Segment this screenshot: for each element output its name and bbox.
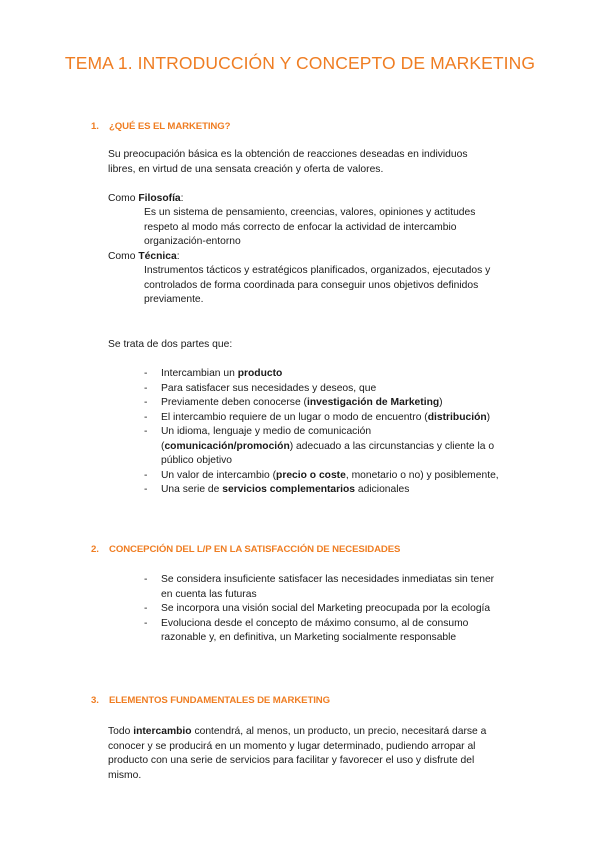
bold-term: intercambio [133, 726, 192, 737]
text-run: Una serie de [161, 484, 223, 495]
text-run: Un idioma, lenguaje y medio de comunicación [161, 426, 372, 437]
paragraph-line [108, 740, 486, 755]
text-run: ( [161, 440, 165, 452]
dash-marker: - [144, 411, 148, 423]
section-3-number: 3. [91, 695, 99, 706]
list-item [144, 573, 494, 602]
filosofia-label [108, 192, 184, 207]
dash-marker: - [144, 382, 148, 394]
section-1-title: ¿QUÉ ES EL MARKETING? [109, 121, 231, 132]
section-2-heading [91, 544, 511, 558]
bold-term: distribución [427, 411, 487, 423]
text-run: El intercambio requiere de un lugar o modo de encuentro ( [161, 411, 428, 423]
text-run: producto con una serie de servicios para facilitar y favorecer el uso y disfrute del [108, 755, 475, 766]
list-item-line [161, 425, 499, 440]
necesidades-list [144, 573, 494, 646]
list-item [144, 469, 499, 484]
list-item [144, 602, 494, 617]
filosofia-prefix: Como [108, 193, 139, 204]
text-run: , monetario o no) y posiblemente, [345, 469, 499, 481]
text-run: ) [439, 397, 443, 408]
list-item-line [161, 367, 499, 382]
section-1-intro [108, 148, 468, 177]
list-item-line: razonable y, en definitiva, un Marketing socialmente responsable [161, 632, 457, 643]
section-3-heading [91, 695, 511, 709]
tecnica-line: previamente. [144, 294, 204, 305]
text-run: Intercambian un [161, 368, 238, 379]
tecnica-prefix: Como [108, 251, 139, 262]
dash-marker: - [144, 484, 148, 495]
list-item-line [161, 382, 499, 397]
text-run: Un valor de intercambio ( [161, 469, 277, 481]
tecnica-suffix: : [176, 251, 180, 262]
list-item-line [161, 396, 499, 411]
text-run: Para satisfacer sus necesidades y deseos, que [161, 382, 377, 394]
text-run: mismo. [108, 769, 142, 781]
list-item-line: Evoluciona desde el concepto de máximo consumo, al de consumo [161, 617, 469, 629]
list-item [144, 483, 499, 498]
bold-term: producto [237, 368, 283, 379]
list-item-line: Se considera insuficiente satisfacer las necesidades inmediatas sin tener [161, 574, 495, 585]
filosofia-line: respeto al modo más correcto de enfocar la actividad de intercambio [144, 221, 457, 233]
dash-marker: - [144, 426, 148, 437]
bold-term: precio o coste [276, 469, 346, 481]
list-item-line [161, 440, 499, 455]
tecnica-term: Técnica [138, 251, 177, 262]
text-run: contendrá, al menos, un producto, un precio, necesitará darse a [191, 726, 487, 737]
dash-marker: - [144, 574, 148, 585]
text-run: ) [486, 411, 491, 423]
elementos-paragraph [108, 725, 486, 783]
filosofia-term: Filosofía [138, 193, 181, 204]
section-1-heading [91, 121, 491, 135]
paragraph-line [108, 769, 486, 784]
text-run: público objetivo [161, 455, 232, 466]
list-item-line [161, 483, 499, 498]
list-item [144, 617, 494, 646]
partes-list [144, 367, 499, 498]
text-run: Todo [108, 726, 134, 737]
text-run: adicionales [355, 484, 410, 495]
bold-term: investigación de Marketing [306, 397, 440, 408]
list-item [144, 425, 499, 469]
list-item [144, 367, 499, 382]
dash-marker: - [144, 469, 148, 481]
list-item-line: en cuenta las futuras [161, 588, 257, 600]
tecnica-definition [144, 264, 490, 308]
list-item-line [161, 469, 499, 484]
filosofia-line: Es un sistema de pensamiento, creencias, valores, opiniones y actitudes [144, 207, 476, 218]
filosofia-suffix: : [180, 193, 184, 204]
dash-marker: - [144, 603, 148, 614]
dash-marker: - [144, 617, 148, 629]
page-title: TEMA 1. INTRODUCCIÓN Y CONCEPTO DE MARKETING [64, 53, 536, 73]
filosofia-line: organización-entorno [144, 236, 241, 247]
partes-intro: Se trata de dos partes que: [108, 339, 233, 350]
paragraph-line [108, 754, 486, 769]
list-item-line [161, 411, 499, 426]
section-3-title: ELEMENTOS FUNDAMENTALES DE MARKETING [109, 695, 330, 706]
text-run: ) adecuado a las circunstancias y cliente la o [289, 440, 495, 452]
paragraph-line [108, 725, 486, 740]
text-run: conocer y se producirá en un momento y lugar determinado, pudiendo arropar al [108, 740, 476, 752]
list-item-line: Se incorpora una visión social del Marketing preocupada por la ecología [161, 603, 491, 614]
section-1-number: 1. [91, 121, 99, 132]
tecnica-line: controlados de forma coordinada para conseguir unos objetivos definidos [144, 279, 479, 291]
section-2-number: 2. [91, 544, 99, 555]
intro-line: libres, en virtud de una sensata creación y oferta de valores. [108, 163, 384, 175]
list-item [144, 396, 499, 411]
dash-marker: - [144, 368, 148, 379]
list-item [144, 382, 499, 397]
bold-term: servicios complementarios [222, 484, 356, 495]
tecnica-label [108, 250, 180, 265]
list-item-line [161, 454, 499, 469]
section-2-title: CONCEPCIÓN DEL L/P EN LA SATISFACCIÓN DE NECESIDADES [109, 544, 401, 555]
intro-line: Su preocupación básica es la obtención de reacciones deseadas en individuos [108, 149, 468, 160]
text-run: Previamente deben conocerse ( [161, 397, 307, 408]
tecnica-line: Instrumentos tácticos y estratégicos planificados, organizados, ejecutados y [144, 265, 491, 276]
bold-term: comunicación/promoción [164, 440, 290, 452]
list-item [144, 411, 499, 426]
dash-marker: - [144, 397, 148, 408]
filosofia-definition [144, 206, 475, 250]
